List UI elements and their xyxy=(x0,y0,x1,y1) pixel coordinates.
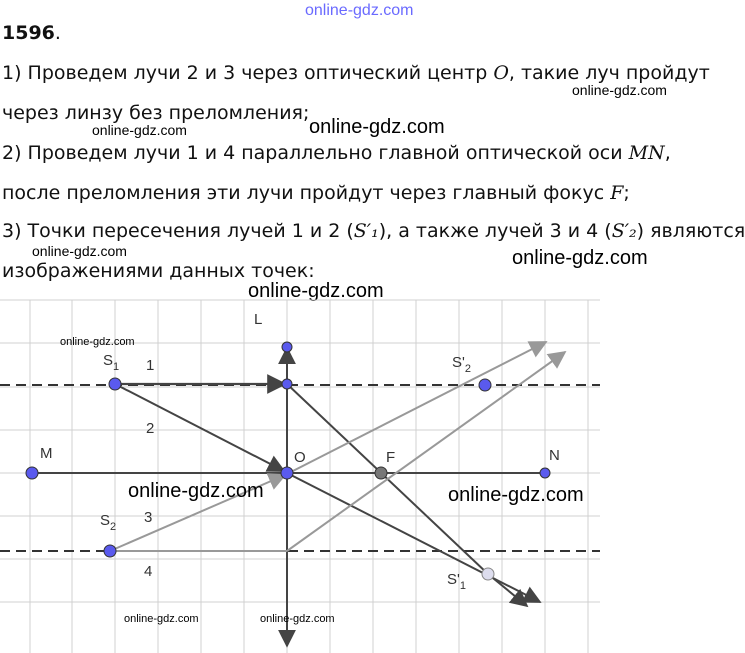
label-S1-prime: $S'_1$ xyxy=(447,571,466,592)
label-S2: $S_2$ xyxy=(100,512,117,533)
label-N: N xyxy=(549,447,560,464)
step-1-line-1: 1) Проведем лучи 2 и 3 через оптический центр O, такие луч пройдут xyxy=(2,62,710,84)
watermark: online-gdz.com xyxy=(448,484,584,506)
lens-ray-diagram xyxy=(0,300,733,653)
point-M xyxy=(26,467,38,479)
ray-number-1: 1 xyxy=(146,357,155,374)
point-O xyxy=(281,467,293,479)
point-L xyxy=(282,342,292,352)
point-S2-prime xyxy=(479,379,491,391)
label-S1: $S_1$ xyxy=(103,352,120,373)
watermark: online-gdz.com xyxy=(32,243,127,259)
step-1-line-2: через линзу без преломления; xyxy=(2,102,310,124)
step-3-line-2: изображениями данных точек: xyxy=(2,260,315,282)
point-S1 xyxy=(109,378,121,390)
ray-number-2: 2 xyxy=(146,420,155,437)
watermark: online-gdz.com xyxy=(124,613,199,625)
watermark: online-gdz.com xyxy=(572,82,667,98)
point-N xyxy=(540,468,550,478)
label-F: F xyxy=(386,449,396,466)
ray-number-3: 3 xyxy=(144,509,153,526)
point-S1-prime xyxy=(482,568,494,580)
ray-number-4: 4 xyxy=(144,563,153,580)
label-O: O xyxy=(294,449,306,466)
watermark: online-gdz.com xyxy=(60,336,135,348)
point-F xyxy=(375,467,387,479)
step-2-line-1: 2) Проведем лучи 1 и 4 параллельно главной оптической оси MN, xyxy=(2,142,671,164)
ray-1-extended xyxy=(488,574,527,606)
label-M: M xyxy=(40,445,53,462)
label-L: L xyxy=(254,311,263,328)
watermark: online-gdz.com xyxy=(512,247,648,269)
label-S2-prime: $S'_2$ xyxy=(452,354,471,375)
point-lens-top xyxy=(282,379,292,389)
point-S2 xyxy=(104,545,116,557)
watermark-top: online-gdz.com xyxy=(305,2,414,19)
step-2-line-2: после преломления эти лучи пройдут через главный фокус F; xyxy=(2,182,630,204)
watermark: online-gdz.com xyxy=(260,613,335,625)
problem-number: 1596. xyxy=(2,22,61,44)
watermark: online-gdz.com xyxy=(92,122,187,138)
watermark: online-gdz.com xyxy=(309,116,445,138)
step-3-line-1: 3) Точки пересечения лучей 1 и 2 (S′₁), а также лучей 3 и 4 (S′₂) являются xyxy=(2,220,745,242)
watermark: online-gdz.com xyxy=(128,480,264,502)
watermark: online-gdz.com xyxy=(248,280,384,302)
ray-2 xyxy=(115,384,284,471)
grid xyxy=(0,300,600,653)
ray-4-out xyxy=(287,352,565,551)
